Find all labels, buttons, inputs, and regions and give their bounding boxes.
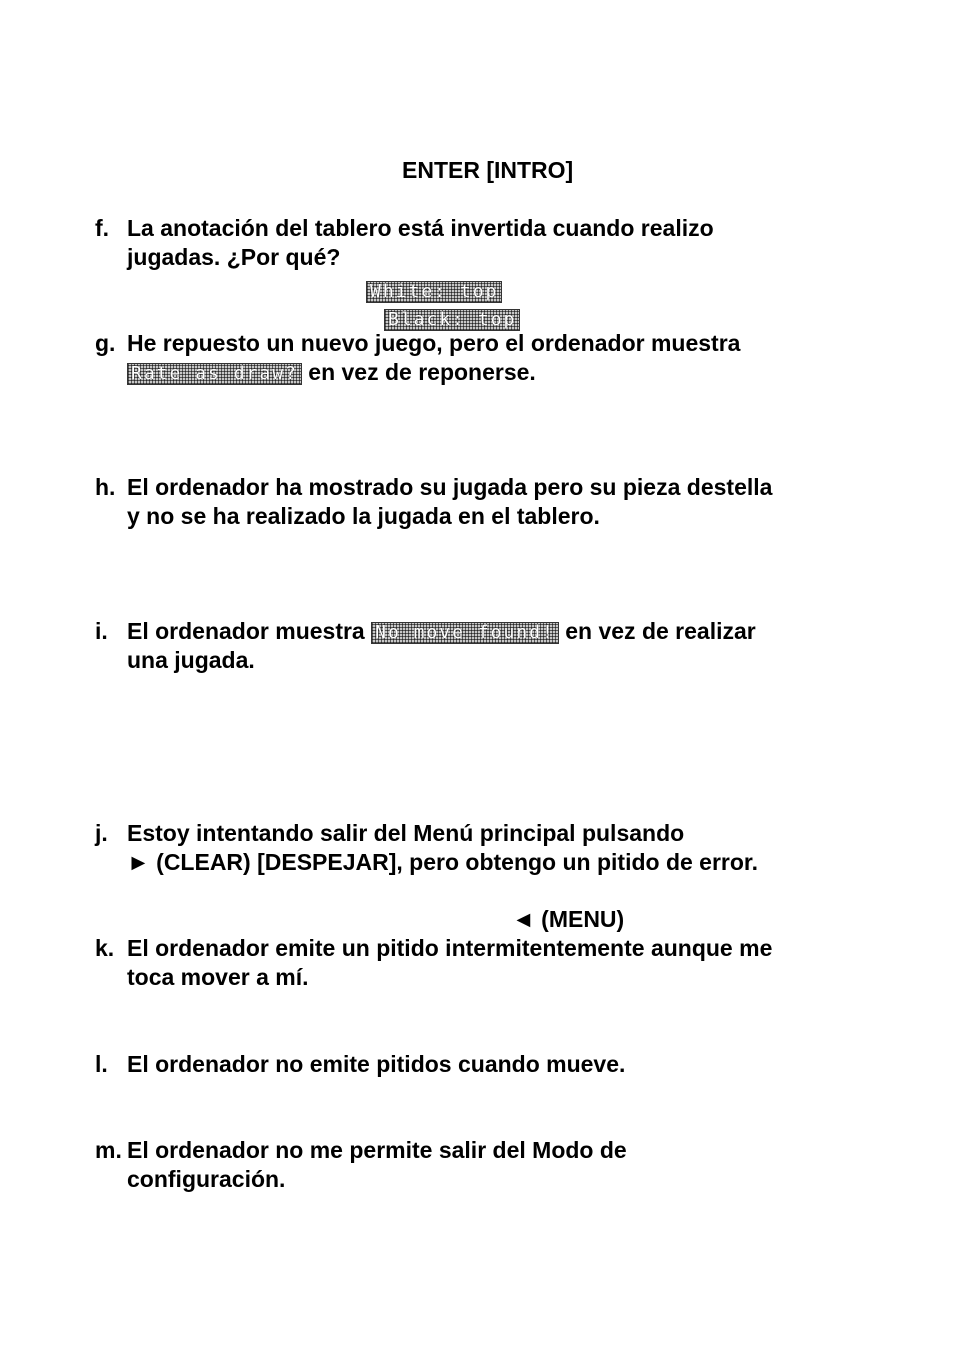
item-g-label: g. <box>95 330 116 356</box>
item-i-line2: una jugada. <box>127 647 255 673</box>
item-m-label: m. <box>95 1137 122 1163</box>
item-f-display-white-top <box>366 277 502 304</box>
item-f-label: f. <box>95 215 110 241</box>
item-m-line2: configuración. <box>127 1166 286 1192</box>
item-h-line2: y no se ha realizado la jugada en el tablero. <box>127 503 600 529</box>
item-h-line1: El ordenador ha mostrado su jugada pero su pieza destella <box>127 474 773 500</box>
item-j-label: j. <box>95 820 108 846</box>
item-l-label: l. <box>95 1051 108 1077</box>
item-k-line1: El ordenador emite un pitido intermitentemente aunque me <box>127 935 773 961</box>
item-k-label: k. <box>95 935 115 961</box>
item-f-line2: jugadas. ¿Por qué? <box>127 244 341 270</box>
item-j-menu-hint: ◄ (MENU) <box>512 906 625 932</box>
item-g-line2 <box>127 359 536 386</box>
item-i-line1-after: en vez de realizar <box>565 618 756 644</box>
item-f-line1: La anotación del tablero está invertida cuando realizo <box>127 215 714 241</box>
item-h-label: h. <box>95 474 116 500</box>
item-g-line1: He repuesto un nuevo juego, pero el ordenador muestra <box>127 330 741 356</box>
heading-enter-intro: ENTER [INTRO] <box>402 157 574 183</box>
item-k-line2: toca mover a mí. <box>127 964 309 990</box>
lcd-display-text: Rate as draw? <box>127 363 302 385</box>
lcd-display-text: No move found! <box>371 622 559 644</box>
item-i-line1-before: El ordenador muestra <box>127 618 365 644</box>
item-f-display-black-top <box>384 305 520 332</box>
item-l-line1: El ordenador no emite pitidos cuando mueve. <box>127 1051 626 1077</box>
item-i-label: i. <box>95 618 108 644</box>
item-m-line1: El ordenador no me permite salir del Modo de <box>127 1137 627 1163</box>
item-g-line2-text: en vez de reponerse. <box>308 359 536 385</box>
lcd-display-text: Black: top <box>384 309 520 331</box>
item-j-line2: ► (CLEAR) [DESPEJAR], pero obtengo un pitido de error. <box>127 849 758 875</box>
item-j-line1: Estoy intentando salir del Menú principal pulsando <box>127 820 685 846</box>
item-i-line1 <box>127 618 756 645</box>
lcd-display-text: White: top <box>366 281 502 303</box>
